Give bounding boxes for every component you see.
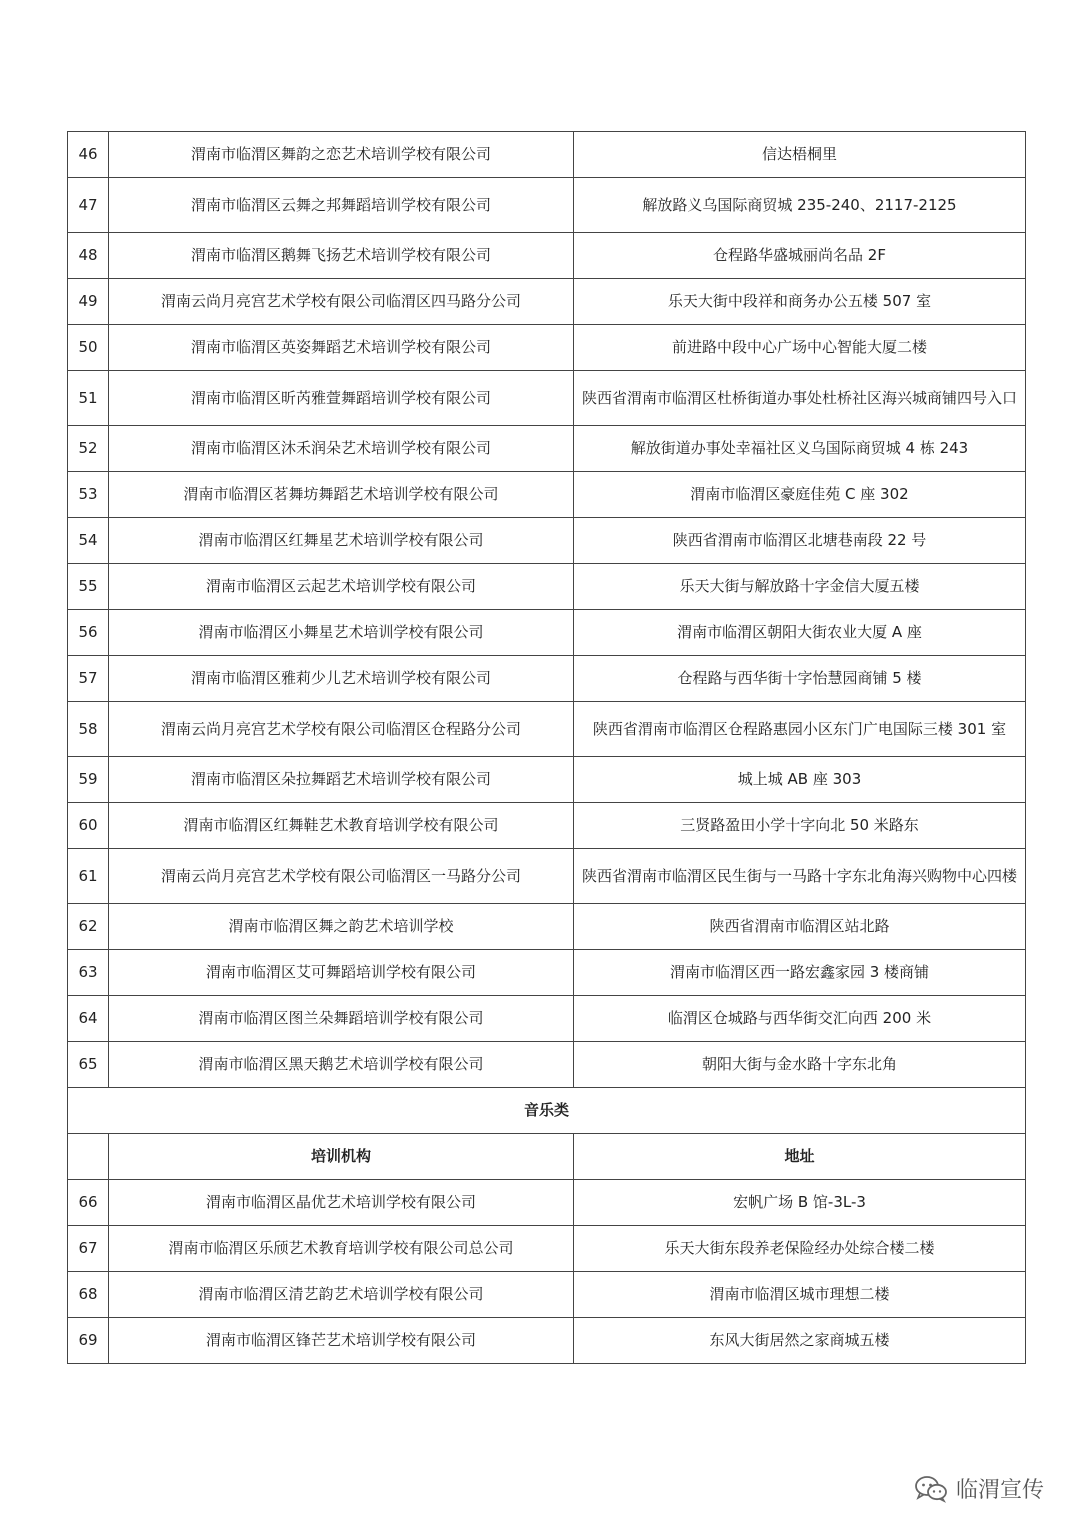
row-organization: 渭南市临渭区鹅舞飞扬艺术培训学校有限公司 (109, 233, 574, 279)
row-organization: 渭南市临渭区清艺韵艺术培训学校有限公司 (109, 1272, 574, 1318)
row-number: 51 (68, 371, 109, 426)
row-address: 解放街道办事处幸福社区义乌国际商贸城 4 栋 243 (574, 426, 1026, 472)
row-organization: 渭南市临渭区云舞之邦舞蹈培训学校有限公司 (109, 178, 574, 233)
row-address: 渭南市临渭区城市理想二楼 (574, 1272, 1026, 1318)
row-number: 64 (68, 996, 109, 1042)
table-row (68, 564, 1026, 610)
wechat-icon (914, 1475, 948, 1503)
row-address: 渭南市临渭区豪庭佳苑 C 座 302 (574, 472, 1026, 518)
table-row (68, 472, 1026, 518)
table-row (68, 1318, 1026, 1364)
row-address: 前进路中段中心广场中心智能大厦二楼 (574, 325, 1026, 371)
row-address: 仓程路华盛城丽尚名品 2F (574, 233, 1026, 279)
table-row (68, 1180, 1026, 1226)
row-organization: 渭南市临渭区茗舞坊舞蹈艺术培训学校有限公司 (109, 472, 574, 518)
row-number: 47 (68, 178, 109, 233)
row-address: 信达梧桐里 (574, 132, 1026, 178)
table-row (68, 849, 1026, 904)
table-row (68, 950, 1026, 996)
row-organization: 渭南市临渭区锋芒艺术培训学校有限公司 (109, 1318, 574, 1364)
header-address: 地址 (574, 1134, 1026, 1180)
table-row (68, 996, 1026, 1042)
row-number: 57 (68, 656, 109, 702)
row-number: 54 (68, 518, 109, 564)
row-address: 陕西省渭南市临渭区站北路 (574, 904, 1026, 950)
row-number: 62 (68, 904, 109, 950)
row-number: 67 (68, 1226, 109, 1272)
music-rows (68, 1180, 1026, 1364)
row-address: 三贤路盈田小学十字向北 50 米路东 (574, 803, 1026, 849)
row-address: 城上城 AB 座 303 (574, 757, 1026, 803)
row-number: 66 (68, 1180, 109, 1226)
institution-table (67, 131, 1026, 1364)
row-address: 宏帆广场 B 馆-3L-3 (574, 1180, 1026, 1226)
table-row (68, 803, 1026, 849)
row-organization: 渭南云尚月亮宫艺术学校有限公司临渭区一马路分公司 (109, 849, 574, 904)
row-organization: 渭南云尚月亮宫艺术学校有限公司临渭区仓程路分公司 (109, 702, 574, 757)
table-row (68, 279, 1026, 325)
row-organization: 渭南市临渭区红舞星艺术培训学校有限公司 (109, 518, 574, 564)
table-row (68, 656, 1026, 702)
row-address: 陕西省渭南市临渭区民生街与一马路十字东北角海兴购物中心四楼 (574, 849, 1026, 904)
category-title: 音乐类 (68, 1088, 1026, 1134)
row-number: 58 (68, 702, 109, 757)
dance-section (68, 132, 1026, 1088)
header-org: 培训机构 (109, 1134, 574, 1180)
row-organization: 渭南市临渭区小舞星艺术培训学校有限公司 (109, 610, 574, 656)
table-row (68, 518, 1026, 564)
row-organization: 渭南市临渭区云起艺术培训学校有限公司 (109, 564, 574, 610)
row-number: 59 (68, 757, 109, 803)
table-row (68, 233, 1026, 279)
category-row (68, 1088, 1026, 1134)
header-number-cell (68, 1134, 109, 1180)
row-organization: 渭南市临渭区艾可舞蹈培训学校有限公司 (109, 950, 574, 996)
row-address: 乐天大街与解放路十字金信大厦五楼 (574, 564, 1026, 610)
row-address: 陕西省渭南市临渭区杜桥街道办事处杜桥社区海兴城商铺四号入口 (574, 371, 1026, 426)
row-address: 东风大街居然之家商城五楼 (574, 1318, 1026, 1364)
row-address: 陕西省渭南市临渭区仓程路惠园小区东门广电国际三楼 301 室 (574, 702, 1026, 757)
row-organization: 渭南市临渭区黑天鹅艺术培训学校有限公司 (109, 1042, 574, 1088)
row-organization: 渭南市临渭区红舞鞋艺术教育培训学校有限公司 (109, 803, 574, 849)
row-address: 临渭区仓城路与西华街交汇向西 200 米 (574, 996, 1026, 1042)
row-organization: 渭南市临渭区乐颀艺术教育培训学校有限公司总公司 (109, 1226, 574, 1272)
table-row (68, 1272, 1026, 1318)
table-row (68, 702, 1026, 757)
row-organization: 渭南市临渭区舞之韵艺术培训学校 (109, 904, 574, 950)
row-organization: 渭南市临渭区沐禾润朵艺术培训学校有限公司 (109, 426, 574, 472)
table-row (68, 325, 1026, 371)
row-number: 63 (68, 950, 109, 996)
row-organization: 渭南云尚月亮宫艺术学校有限公司临渭区四马路分公司 (109, 279, 574, 325)
row-address: 渭南市临渭区西一路宏鑫家园 3 楼商铺 (574, 950, 1026, 996)
row-number: 53 (68, 472, 109, 518)
table-row (68, 610, 1026, 656)
row-number: 48 (68, 233, 109, 279)
row-number: 61 (68, 849, 109, 904)
table-row (68, 904, 1026, 950)
row-number: 49 (68, 279, 109, 325)
row-number: 68 (68, 1272, 109, 1318)
row-address: 朝阳大街与金水路十字东北角 (574, 1042, 1026, 1088)
row-organization: 渭南市临渭区舞韵之恋艺术培训学校有限公司 (109, 132, 574, 178)
row-number: 60 (68, 803, 109, 849)
row-address: 陕西省渭南市临渭区北塘巷南段 22 号 (574, 518, 1026, 564)
watermark-text: 临渭宣传 (955, 1478, 1044, 1503)
row-address: 乐天大街中段祥和商务办公五楼 507 室 (574, 279, 1026, 325)
row-number: 65 (68, 1042, 109, 1088)
music-section (68, 1088, 1026, 1180)
row-organization: 渭南市临渭区图兰朵舞蹈培训学校有限公司 (109, 996, 574, 1042)
row-number: 56 (68, 610, 109, 656)
row-address: 渭南市临渭区朝阳大街农业大厦 A 座 (574, 610, 1026, 656)
row-number: 46 (68, 132, 109, 178)
row-address: 解放路义乌国际商贸城 235-240、2117-2125 (574, 178, 1026, 233)
table-row (68, 757, 1026, 803)
table-row (68, 371, 1026, 426)
row-address: 仓程路与西华街十字怡慧园商铺 5 楼 (574, 656, 1026, 702)
row-organization: 渭南市临渭区朵拉舞蹈艺术培训学校有限公司 (109, 757, 574, 803)
row-organization: 渭南市临渭区昕芮雅萱舞蹈培训学校有限公司 (109, 371, 574, 426)
row-organization: 渭南市临渭区英姿舞蹈艺术培训学校有限公司 (109, 325, 574, 371)
row-number: 55 (68, 564, 109, 610)
table-row (68, 1042, 1026, 1088)
row-address: 乐天大街东段养老保险经办处综合楼二楼 (574, 1226, 1026, 1272)
table-row (68, 426, 1026, 472)
row-organization: 渭南市临渭区晶优艺术培训学校有限公司 (109, 1180, 574, 1226)
row-number: 69 (68, 1318, 109, 1364)
watermark (914, 1473, 1044, 1504)
table-row (68, 132, 1026, 178)
header-row (68, 1134, 1026, 1180)
table-row (68, 1226, 1026, 1272)
row-number: 50 (68, 325, 109, 371)
row-number: 52 (68, 426, 109, 472)
table-row (68, 178, 1026, 233)
row-organization: 渭南市临渭区雅莉少儿艺术培训学校有限公司 (109, 656, 574, 702)
